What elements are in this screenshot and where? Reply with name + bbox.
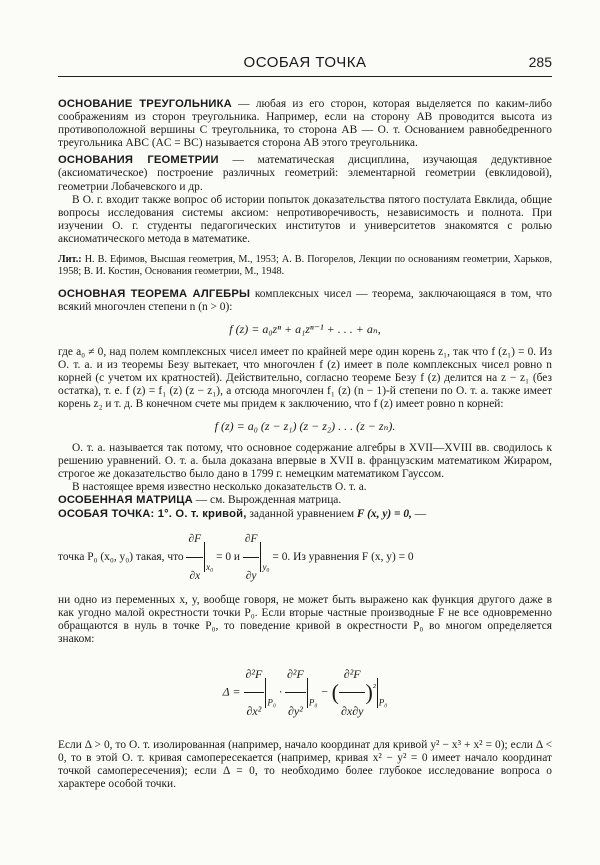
entry-paragraph: Если Δ > 0, то О. т. изолированная (например, начало координат для кривой y² − x³ + x² = 0); если Δ < 0, то в этой О. т. кривая самопересекается (например, кривая x² − y² = 0 имеет начало координат точкой самопересечения); если Δ = 0, то необходимо более глубокое исследование вопроса о характере особой точки. [58,739,552,791]
frac-denominator: ∂x [189,569,201,582]
page-content [58,98,552,791]
partial-f-x [186,521,203,594]
entry-text: — любая из его сторон, которая выделяется по каким-либо соображениям из сторон треугольника. Например, если на сторону AB проводится высота из противоположной вершины C треугольника, то сторона AB — О. т. Основанием равнобедренного треугольника ABC (AC = BC) называется сторона AB этого треугольника. [58,98,552,150]
eval-subscript: P₀ [378,697,388,708]
minus-symbol: − [320,684,329,699]
curve-equation: F (x, y) = 0, [356,507,412,520]
frac-denominator: ∂y² [288,704,303,718]
frac-denominator: ∂x∂y [340,704,364,718]
literature-text: Н. В. Ефимов, Высшая геометрия, М., 1953; А. В. Погорелов, Лекции по основаниям геометрии, Харьков, 1958; В. И. Костин, Основания геометрии, М., 1948. [58,254,552,277]
eval-subscript: x₀ [206,561,214,572]
formula-delta [58,656,552,729]
delta-symbol: Δ = [222,684,241,699]
eval-bar [307,678,308,708]
entry-term: ОСОБАЯ ТОЧКА: 1°. О. т. кривой, [58,507,247,520]
second-partial-x [244,656,265,729]
eval-subscript: P₀ [267,697,276,708]
entry-special-matrix [58,494,552,507]
entry-term: ОСНОВНАЯ ТЕОРЕМА АЛГЕБРЫ [58,288,251,301]
dot-symbol: · [279,684,282,699]
entry-geometry-foundations [58,154,552,193]
entry-text: — математическая дисциплина, изучающая дедуктивное (аксиоматическое) построение различных геометрий: элементарной геометрии (евклидовой), геометрии Лобачевского и др. [58,154,552,193]
entry-text: — [411,507,427,520]
left-paren: ( [331,679,339,705]
second-partial-y [285,656,306,729]
literature-note [58,254,552,277]
frac-numerator: ∂²F [285,656,306,693]
condition-suffix: Из уравнения F (x, y) = 0 [293,550,414,563]
entry-paragraph: О. т. а. называется так потому, что основное содержание алгебры в XVII—XVIII вв. сводилось к решению уравнений. О. т. а. была доказана впервые в XVII в. французским математиком Жираром, строгое же доказательство было дано в 1799 г. немецким математиком Гауссом. [58,442,552,481]
frac-numerator: ∂F [243,521,260,558]
entry-paragraph: В О. г. входит также вопрос об истории попыток доказательства пятого постулата Евклида, общие вопросы исследования системы аксиом: непротиворечивость, независимость и полнота. При изучении О. г. студенты педагогических институтов и университетов знакомятся с ролью аксиоматического метода в математике. [58,193,552,245]
frac-numerator: ∂F [186,521,203,558]
literature-label: Лит.: [58,254,82,266]
entry-text: — см. Вырожденная матрица. [192,494,342,507]
frac-numerator: ∂²F [244,656,265,693]
entry-text: комплексных чисел — теорема, заключающаяся в том, что всякий многочлен степени n (n > 0): [58,288,552,314]
condition-eq: = 0 и [216,550,240,563]
entry-paragraph: ни одно из переменных x, y, вообще говоря, не может быть выражено как функция другого даже в как угодно малой окрестности точки P₀. Если вторые частные производные F не все одновременно обращаются в нуль в точке P₀, то поведение кривой в окрестности P₀ во многом определяется знаком: [58,593,552,645]
entry-term: ОСОБЕННАЯ МАТРИЦА [58,494,193,507]
eval-bar [377,678,378,708]
page-header [58,52,552,77]
eval-subscript: P₀ [308,697,318,708]
page-number: 285 [528,54,552,70]
mixed-partial [339,656,366,729]
right-paren: ) [365,679,373,705]
formula-factorization: f (z) = a₀ (z − z₁) (z − z₂) . . . (z − zₙ). [214,418,396,433]
formula-polynomial: f (z) = a₀zⁿ + a₁zⁿ⁻¹ + . . . + aₙ, [229,322,381,337]
singular-condition-line [58,521,552,594]
entry-term: ОСНОВАНИЯ ГЕОМЕТРИИ [58,154,219,167]
entry-paragraph: В настоящее время известно несколько доказательств О. т. а. [72,481,367,494]
eval-bar [204,542,205,572]
frac-denominator: ∂y [245,569,257,582]
frac-denominator: ∂x² [246,704,262,718]
frac-numerator: ∂²F [339,656,366,693]
condition-prefix: точка P₀ (x₀, y₀) такая, что [58,550,184,563]
entry-text: заданной уравнением [246,507,357,520]
entry-singular-point [58,508,552,521]
condition-eq: = 0. [272,550,291,563]
entry-triangle-base [58,98,552,150]
entry-paragraph: где a₀ ≠ 0, над полем комплексных чисел имеет по крайней мере один корень z₁, так что f (z₁) = 0. Из О. т. а. и из теоремы Безу вытекает, что многочлен f (z) имеет в поле комплексных чисел ровно n корней (с учетом их кратностей). Действительно, согласно теореме Безу f (z) делится на z − z₁ (без остатка), т. е. f (z) = f₁ (z) (z − z₁), а отсюда многочлен f₁ (z) (n − 1)-й степени по О. т. а. также имеет корень z₂ и т. д. В конечном счете мы придем к заключению, что f (z) имеет ровно n корней: [58,345,552,410]
square-exponent: ² [372,682,376,694]
running-title: ОСОБАЯ ТОЧКА [243,54,367,71]
partial-f-y [243,521,260,594]
entry-term: ОСНОВАНИЕ ТРЕУГОЛЬНИКА [58,98,232,110]
eval-subscript: y₀ [262,561,270,572]
entry-fundamental-theorem [58,288,552,314]
